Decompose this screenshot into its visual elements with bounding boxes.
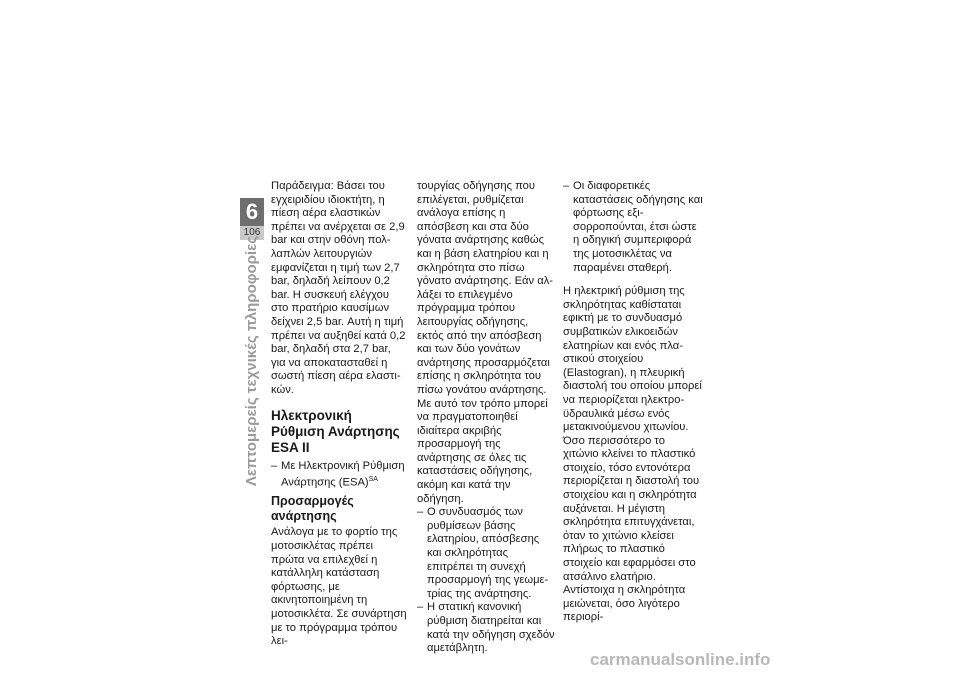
list-item-text: Οι διαφορετικές καταστάσεις οδήγησης και φόρτωσης εξισορροπούνται, έτσι ώστε η οδηγική συμπεριφορά της μοτοσικλέτας να παραμένει σταθερή. (573, 180, 703, 274)
chapter-number: 6 (240, 198, 264, 226)
dash-marker: – (417, 601, 424, 614)
side-chapter-title (240, 235, 264, 486)
adaptation-paragraph: Ανάλογα με το φορτίο της μοτοσικλέτας πρέπει πρώτα να επιλεχθεί η κατάλληλη κατάσταση φόρτωσης, με ακινητοποιημένη τη μοτοσικλέτα. Σε συνάρτηση με το πρόγραμμα τρόπου λει- (271, 526, 407, 648)
list-item-combination (417, 506, 555, 601)
adaptation-heading: Προσαρμογές ανάρτησης (271, 494, 354, 524)
list-item-static (417, 601, 555, 655)
stiffness-paragraph: Η ηλεκτρική ρύθμιση της σκληρότητας καθίσταται εφικτή με το συνδυασμό συμβατικών ελικοειδών ελατηρίων και ενός πλαστικού στοιχείου (Elastogran), η πλευρική διαστολή του οποίου μπορεί να περιορίζεται ηλεκτροϋδραυλικά μέσω ενός μετακινούμενου χιτωνίου. Όσο περισσότερο το χιτώνιο κλείνει το πλαστικό στοιχείο, τόσο εντονότερα περιορίζεται η διαστολή του στοιχείου και η σκληρότητα αυξάνεται. Η μέγιστη σκληρότητα επιτυγχάνεται, όταν το χιτώνιο κλείσει πλήρως το πλαστικό στοιχείο και εφαρμόσει στο ατσάλινο ελατήριο. Αντίστοιχα η σκληρότητα μειώνεται, όσο λιγότερο περιορί- (563, 285, 702, 624)
side-chapter-title-text: Λεπτομερείς τεχνικές πληροφορίες (243, 235, 260, 486)
list-item-balance (563, 180, 703, 275)
esa-heading: Ηλεκτρονική Ρύθμιση Ανάρτησης ESA II (271, 407, 400, 455)
column-1 (271, 180, 407, 649)
list-item-text: Η στατική κανονική ρύθμιση διατηρείται και κατά την οδήγηση σχεδόν αμετάβλητη. (427, 601, 555, 655)
column-3 (563, 180, 703, 625)
esa-sup: SA (368, 476, 378, 484)
page-number: 106 (240, 226, 264, 240)
column-2 (417, 180, 555, 656)
dash-marker: – (563, 180, 570, 192)
watermark: carmanualsonline.info (590, 650, 771, 669)
dash-marker: – (271, 459, 278, 472)
suspension-paragraph: τουργίας οδήγησης που επιλέγεται, ρυθμίζεται ανάλογα επίσης η απόσβεση και στα δύο γόνατα ανάρτησης καθώς και η βάση ελατηρίου και η σκληρότητα στο πίσω γόνατο ανάρτησης. Εάν αλλάξει το επιλεγμένο πρόγραμμα τρόπου λειτουργίας οδήγησης, εκτός από την απόσβεση και των δύο γονάτων ανάρτησης προσαρμόζεται επίσης η σκληρότητα του πίσω γονάτου ανάρτησης. Με αυτό τον τρόπο μπορεί να πραγματοποιηθεί ιδιαίτερα ακριβής προσαρμογή της ανάρτησης σε όλες τις καταστάσεις οδήγησης, ακόμη και κατά την οδήγηση. (417, 180, 554, 505)
list-item-text: Ο συνδυασμός των ρυθμίσεων βάσης ελατηρίου, απόσβεσης και σκληρότητας επιτρέπει τη συνεχή προσαρμογή της γεωμετρίας της ανάρτησης. (427, 506, 549, 600)
example-paragraph: Παράδειγμα: Βάσει του εγχειριδίου ιδιοκτήτη, η πίεση αέρα ελαστικών πρέπει να ανέρχεται σε 2,9 bar και στην οθόνη πολλαπλών λειτουργιών εμφανίζεται η τιμή των 2,7 bar, δηλαδή λείπουν 0,2 bar. Η συσκευή ελέγχου στο πρατήριο καυσίμων δείχνει 2,5 bar. Αυτή η τιμή πρέπει να αυξηθεί κατά 0,2 bar, δηλαδή στα 2,7 bar, για να αποκατασταθεί η σωστή πίεση αέρα ελαστικών. (271, 180, 406, 396)
esa-list-item (271, 460, 407, 491)
dash-marker: – (417, 506, 424, 519)
esa-item-text: Με Ηλεκτρονική Ρύθμιση Ανάρτησης (ESA) (281, 459, 405, 489)
